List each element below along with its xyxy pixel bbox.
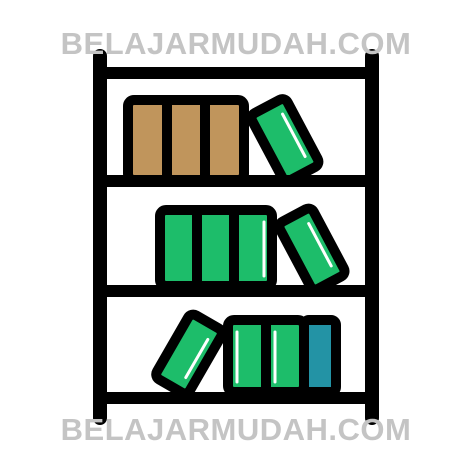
top-shelf-books <box>128 97 320 183</box>
watermark-bottom-text: BELAJARMUDAH.COM <box>60 412 412 447</box>
book-green-block <box>160 210 272 286</box>
bottom-shelf-books <box>154 312 336 395</box>
watermark-top-text: BELAJARMUDAH.COM <box>60 26 412 61</box>
book-leaning-green <box>277 207 346 292</box>
book-leaning-green <box>154 312 224 395</box>
middle-shelf-books <box>160 207 347 292</box>
book-teal <box>304 320 336 392</box>
book-leaning-green <box>250 97 321 183</box>
book-brown-block <box>128 100 244 180</box>
